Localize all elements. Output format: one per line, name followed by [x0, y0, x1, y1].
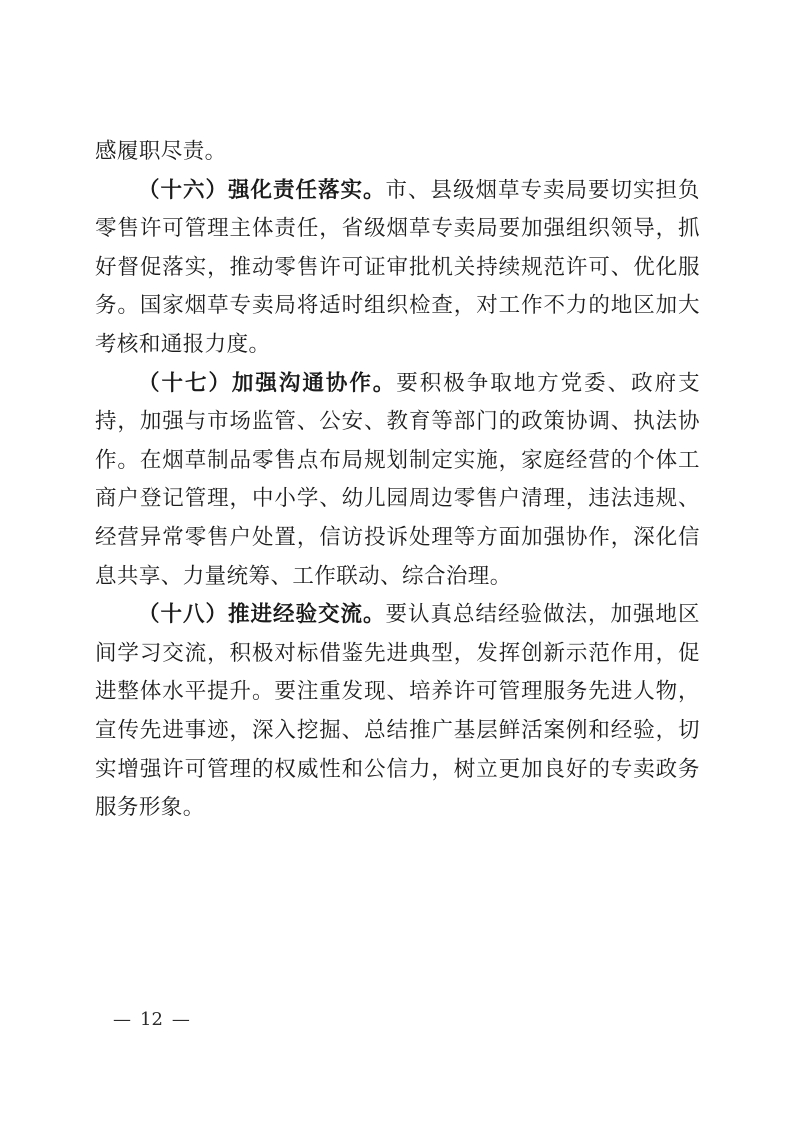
paragraph-text: 市、县级烟草专卖局要切实担负零售许可管理主体责任，省级烟草专卖局要加强组织领导，抓好督促落实，推动零售许可证审批机关持续规范许可、优化服务。国家烟草专卖局将适时组织检查，对工作不力的地区加大考核和通报力度。 — [95, 177, 700, 357]
page-number: 12 — [140, 1009, 163, 1030]
paragraph-lead: （十八）推进经验交流。 — [138, 602, 386, 628]
paragraph-item-18 — [95, 596, 700, 828]
paragraph-text: 要认真总结经验做法，加强地区间学习交流，积极对标借鉴先进典型，发挥创新示范作用，促进整体水平提升。要注重发现、培养许可管理服务先进人物，宣传先进事迹，深入挖掘、总结推广基层鲜活案例和经验，切实增强许可管理的权威性和公信力，树立更加良好的专卖政务服务形象。 — [95, 602, 700, 821]
paragraph-item-16 — [95, 172, 700, 365]
paragraph-item-17 — [95, 365, 700, 597]
paragraph-continuation — [95, 133, 700, 172]
paragraph-text: 感履职尽责。 — [95, 139, 227, 164]
document-body — [95, 133, 700, 828]
footer-dash-right: — — [171, 1009, 190, 1030]
paragraph-text: 要积极争取地方党委、政府支持，加强与市场监管、公安、教育等部门的政策协调、执法协作。在烟草制品零售点布局规划制定实施，家庭经营的个体工商户登记管理，中小学、幼儿园周边零售户清理，违法违规、经营异常零售户处置，信访投诉处理等方面加强协作，深化信息共享、力量统筹、工作联动、综合治理。 — [95, 370, 700, 589]
footer-dash-left: — — [113, 1009, 131, 1030]
paragraph-lead: （十六）强化责任落实。 — [138, 177, 386, 203]
paragraph-lead: （十七）加强沟通协作。 — [138, 370, 397, 396]
page-footer — [113, 1008, 190, 1032]
